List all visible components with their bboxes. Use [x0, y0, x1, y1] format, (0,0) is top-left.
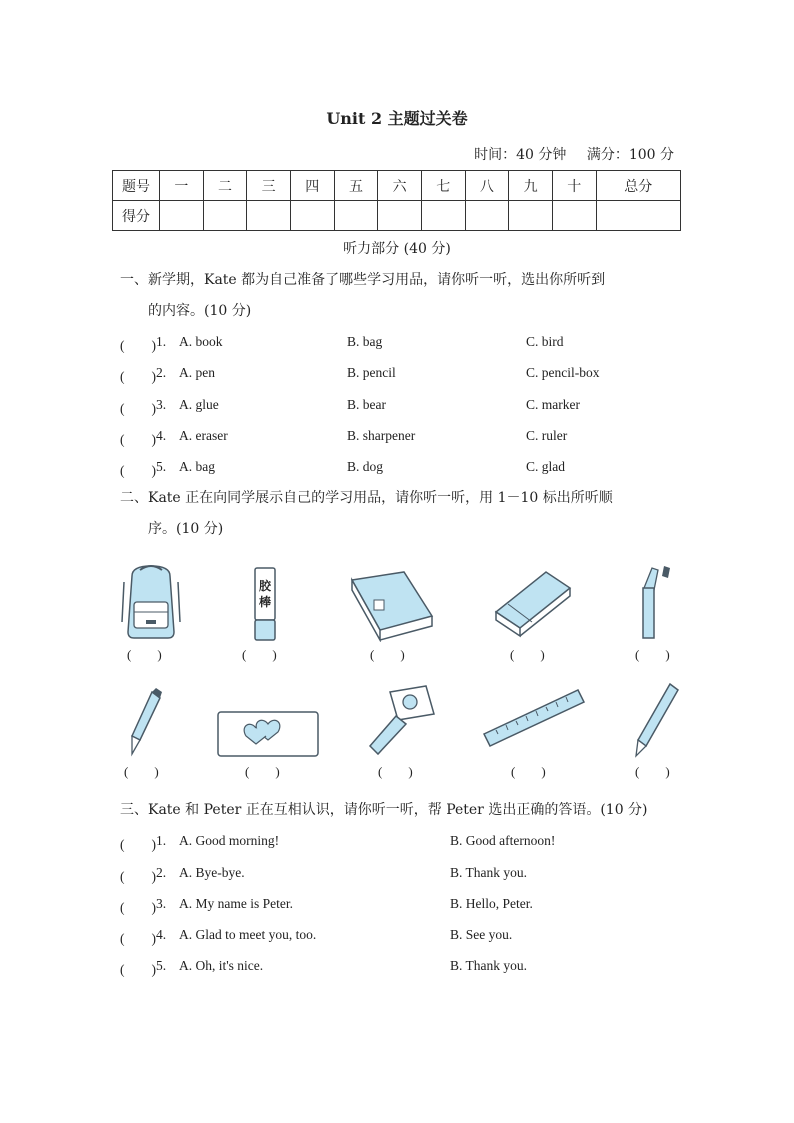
score-table-cell: 二 [203, 171, 247, 201]
question-number: 3. [156, 397, 167, 412]
part3-question [120, 958, 690, 980]
answer-blank[interactable]: ( ) [120, 463, 156, 478]
glue-stick-icon [250, 566, 280, 642]
part1-title-line1: 一、新学期，Kate 都为自己准备了哪些学习用品，请你听一听，选出你所听到 [120, 272, 606, 288]
part1-question [120, 365, 690, 387]
score-table [112, 170, 681, 231]
part2-title [120, 483, 680, 545]
answer-blank[interactable]: ( ) [120, 837, 156, 852]
fountain-pen-icon [124, 688, 168, 758]
score-table-cell: 七 [421, 171, 465, 201]
part1-question [120, 459, 690, 481]
score-table-cell: 题号 [113, 171, 160, 201]
part1-title [120, 265, 680, 327]
marker-icon [636, 562, 676, 642]
option-b: B. pencil [347, 365, 396, 380]
part3-question [120, 927, 690, 949]
option-b: B. Hello, Peter. [450, 896, 533, 911]
option-a: A. pen [179, 365, 215, 380]
score-input-cell[interactable] [596, 201, 680, 231]
option-b: B. dog [347, 459, 384, 474]
section-heading: 听力部分 (40 分) [343, 241, 451, 257]
question-number: 1. [156, 334, 167, 349]
option-c: C. pencil-box [526, 365, 600, 380]
option-b: B. bag [347, 334, 383, 349]
answer-blank[interactable]: ( ) [120, 432, 156, 447]
option-a: A. eraser [179, 428, 228, 443]
option-c: C. marker [526, 397, 580, 412]
question-number: 1. [156, 833, 167, 848]
score-table-cell: 十 [552, 171, 596, 201]
score-input-cell[interactable] [290, 201, 334, 231]
option-c: C. glad [526, 459, 565, 474]
score-table-cell: 总分 [596, 171, 680, 201]
pencil-icon [630, 680, 682, 760]
glue-label-2: 棒 [258, 595, 272, 609]
score-table-cell: 四 [290, 171, 334, 201]
part3-question [120, 896, 690, 918]
option-c: C. bird [526, 334, 564, 349]
glue-label-1: 胶 [258, 579, 272, 593]
option-a: A. Glad to meet you, too. [179, 927, 317, 942]
book-icon [348, 570, 434, 642]
picture-answer-blank[interactable]: ( ) [378, 764, 413, 779]
score-input-cell[interactable] [203, 201, 247, 231]
picture-answer-blank[interactable]: ( ) [124, 764, 159, 779]
picture-answer-blank[interactable]: ( ) [370, 647, 405, 662]
picture-answer-blank[interactable]: ( ) [635, 764, 670, 779]
option-a: A. bag [179, 459, 215, 474]
question-number: 5. [156, 958, 167, 973]
answer-blank[interactable]: ( ) [120, 931, 156, 946]
score-table-cell: 五 [334, 171, 378, 201]
part3-question [120, 833, 690, 855]
score-input-cell[interactable] [421, 201, 465, 231]
backpack-icon [118, 562, 184, 642]
answer-blank[interactable]: ( ) [120, 962, 156, 977]
option-b: B. bear [347, 397, 386, 412]
picture-answer-blank[interactable]: ( ) [127, 647, 162, 662]
answer-blank[interactable]: ( ) [120, 401, 156, 416]
question-number: 5. [156, 459, 167, 474]
picture-answer-blank[interactable]: ( ) [511, 764, 546, 779]
part1-question [120, 397, 690, 419]
question-number: 2. [156, 865, 167, 880]
time-info [474, 144, 674, 164]
score-input-cell[interactable] [247, 201, 291, 231]
score-input-cell[interactable] [160, 201, 204, 231]
answer-blank[interactable]: ( ) [120, 869, 156, 884]
option-b: B. sharpener [347, 428, 416, 443]
question-number: 2. [156, 365, 167, 380]
part3-title: 三、Kate 和 Peter 正在互相认识，请你听一听，帮 Peter 选出正确的答语。(10 分) [120, 802, 648, 818]
score-table-header-row [113, 171, 681, 201]
full-score: 满分：100 分 [586, 147, 674, 163]
score-input-cell[interactable] [552, 201, 596, 231]
eraser-icon [492, 566, 574, 638]
score-table-cell: 八 [465, 171, 509, 201]
option-a: A. Bye-bye. [179, 865, 245, 880]
option-a: A. book [179, 334, 223, 349]
score-table-cell: 一 [160, 171, 204, 201]
question-number: 3. [156, 896, 167, 911]
score-table-cell: 得分 [113, 201, 160, 231]
picture-answer-blank[interactable]: ( ) [245, 764, 280, 779]
score-input-cell[interactable] [509, 201, 553, 231]
part2-title-line2: 序。(10 分) [148, 521, 224, 537]
option-c: C. ruler [526, 428, 568, 443]
score-table-cell: 九 [509, 171, 553, 201]
answer-blank[interactable]: ( ) [120, 338, 156, 353]
part3-question [120, 865, 690, 887]
sharpener-icon [366, 680, 438, 760]
part1-question [120, 334, 690, 356]
option-a: A. My name is Peter. [179, 896, 293, 911]
option-b: B. Thank you. [450, 958, 527, 973]
time-limit: 时间：40 分钟 [474, 147, 567, 163]
score-table-score-row [113, 201, 681, 231]
score-input-cell[interactable] [378, 201, 422, 231]
part1-question [120, 428, 690, 450]
score-table-cell: 三 [247, 171, 291, 201]
part2-title-line1: 二、Kate 正在向同学展示自己的学习用品，请你听一听，用 1－10 标出所听顺 [120, 490, 613, 506]
option-a: A. Good morning! [179, 833, 280, 848]
question-number: 4. [156, 428, 167, 443]
option-b: B. Good afternoon! [450, 833, 556, 848]
score-input-cell[interactable] [334, 201, 378, 231]
option-b: B. Thank you. [450, 865, 527, 880]
picture-answer-blank[interactable]: ( ) [635, 647, 670, 662]
score-input-cell[interactable] [465, 201, 509, 231]
page-title: Unit 2 主题过关卷 [326, 109, 468, 128]
answer-blank[interactable]: ( ) [120, 900, 156, 915]
pencil-box-icon [216, 710, 320, 758]
option-a: A. Oh, it's nice. [179, 958, 264, 973]
picture-answer-blank[interactable]: ( ) [242, 647, 277, 662]
option-a: A. glue [179, 397, 219, 412]
ruler-icon [482, 688, 586, 750]
option-b: B. See you. [450, 927, 513, 942]
score-table-cell: 六 [378, 171, 422, 201]
answer-blank[interactable]: ( ) [120, 369, 156, 384]
picture-answer-blank[interactable]: ( ) [510, 647, 545, 662]
question-number: 4. [156, 927, 167, 942]
part1-title-line2: 的内容。(10 分) [148, 303, 252, 319]
